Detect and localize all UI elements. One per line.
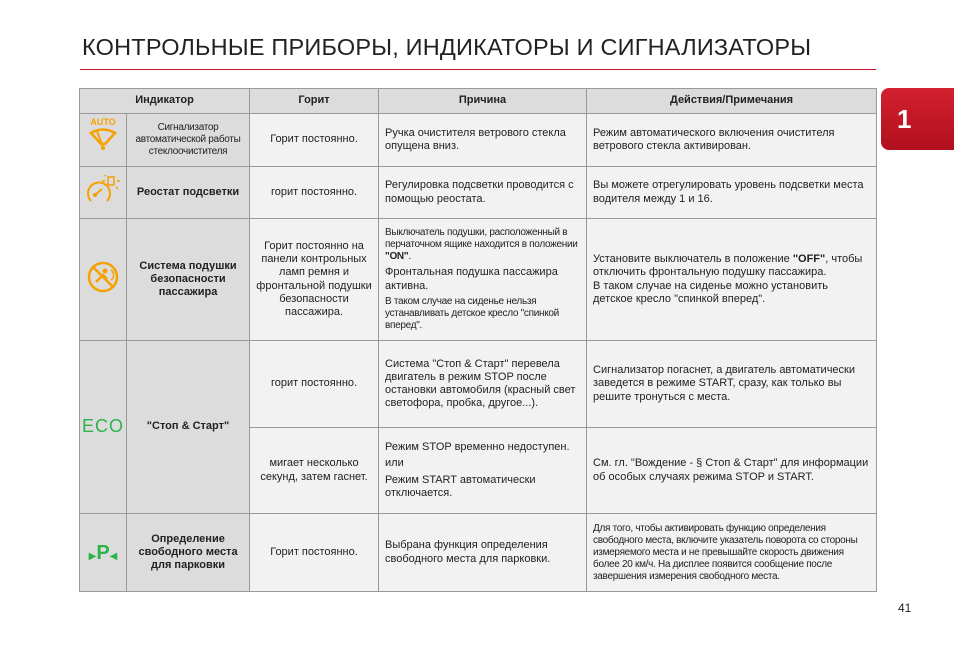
header-cause: Причина [379,89,587,114]
cause-text: Система "Стоп & Старт" перевела двигатель в режим STOP после остановки автомобиля (красный свет светофора, пробка, другое...). [379,341,587,428]
cause-text: Фронтальная подушка пассажира активна. [385,266,558,292]
status-text: мигает несколько секунд, затем гаснет. [250,428,379,514]
indicator-name: Система подушки безопасности пассажира [127,219,250,341]
cause-on: "ON" [385,251,409,263]
action-text: Установите выключатель в положение [593,253,793,266]
eco-icon [80,341,127,514]
action-text: Для того, чтобы активировать функцию определения свободного места, включите указатель поворота со стороны измеряемого места и не превышайте скорость движения более 20 км/ч. На дисплее появится сообщение после завершения измерения свободного места. [587,514,877,592]
park-letter: P [96,541,110,564]
title-divider [80,69,876,70]
action-text: Сигнализатор погаснет, а двигатель автоматически заведется в режиме START, сразу, как только вы решите тронуться с места. [587,341,877,428]
header-status: Горит [250,89,379,114]
action-off: "OFF" [792,253,826,266]
table-row [80,341,877,428]
action-cell [587,219,877,341]
status-text: Горит постоянно. [250,514,379,592]
status-text: горит постоянно. [250,167,379,219]
status-text: Горит постоянно. [250,114,379,167]
indicators-table [79,88,877,592]
indicator-name: Определение свободного места для парковки [127,514,250,592]
page-title: КОНТРОЛЬНЫЕ ПРИБОРЫ, ИНДИКАТОРЫ И СИГНАЛИЗАТОРЫ [82,34,812,60]
park-spot-icon: ▶P◀ [80,514,127,592]
cause-text: Выключатель подушки, расположенный в перчаточном ящике находится в положении [385,227,578,251]
chapter-tab[interactable]: 1 [881,88,954,150]
table-header [80,89,877,114]
cause-text: Регулировка подсветки проводится с помощью реостата. [379,167,587,219]
header-action: Действия/Примечания [587,89,877,114]
auto-wiper-icon [80,114,127,167]
action-text: Режим автоматического включения очистителя ветрового стекла активирован. [587,114,877,167]
indicator-name: Сигнализатор автоматической работы стеклоочистителя [127,114,250,167]
cause-text: Режим START автоматически отключается. [385,473,536,499]
auto-label: AUTO [90,116,116,127]
airbag-off-icon [80,219,127,341]
cause-text: или [385,457,404,470]
status-text: Горит постоянно на панели контрольных ламп ремня и фронтальной подушки безопасности пассажира. [250,219,379,341]
action-text: , чтобы отключить фронтальную подушку пассажира. [593,253,863,279]
eco-label: ECO [82,416,125,437]
action-text: Вы можете отрегулировать уровень подсветки места водителя между 1 и 16. [587,167,877,219]
table-row [80,114,877,167]
dimmer-icon [80,167,127,219]
cause-text: Режим STOP временно недоступен. [385,441,570,454]
cause-cell [379,428,587,514]
status-text: горит постоянно. [250,341,379,428]
table-row [80,167,877,219]
action-text: В таком случае на сиденье можно установить детское кресло "спинкой вперед". [593,279,828,305]
page-number: 41 [898,601,912,615]
cause-dot: . [408,251,411,263]
cause-cell [379,219,587,341]
cause-text: В таком случае на сиденье нельзя устанавливать детское кресло "спинкой вперед". [385,295,559,331]
indicator-name: Реостат подсветки [127,167,250,219]
table-row [80,219,877,341]
header-indicator: Индикатор [80,89,250,114]
cause-text: Ручка очистителя ветрового стекла опущена вниз. [379,114,587,167]
action-text: См. гл. "Вождение - § Стоп & Старт" для информации об особых случаях режима STOP и START. [587,428,877,514]
indicator-name: "Стоп & Старт" [127,341,250,514]
table-row [80,514,877,592]
cause-text: Выбрана функция определения свободного места для парковки. [379,514,587,592]
